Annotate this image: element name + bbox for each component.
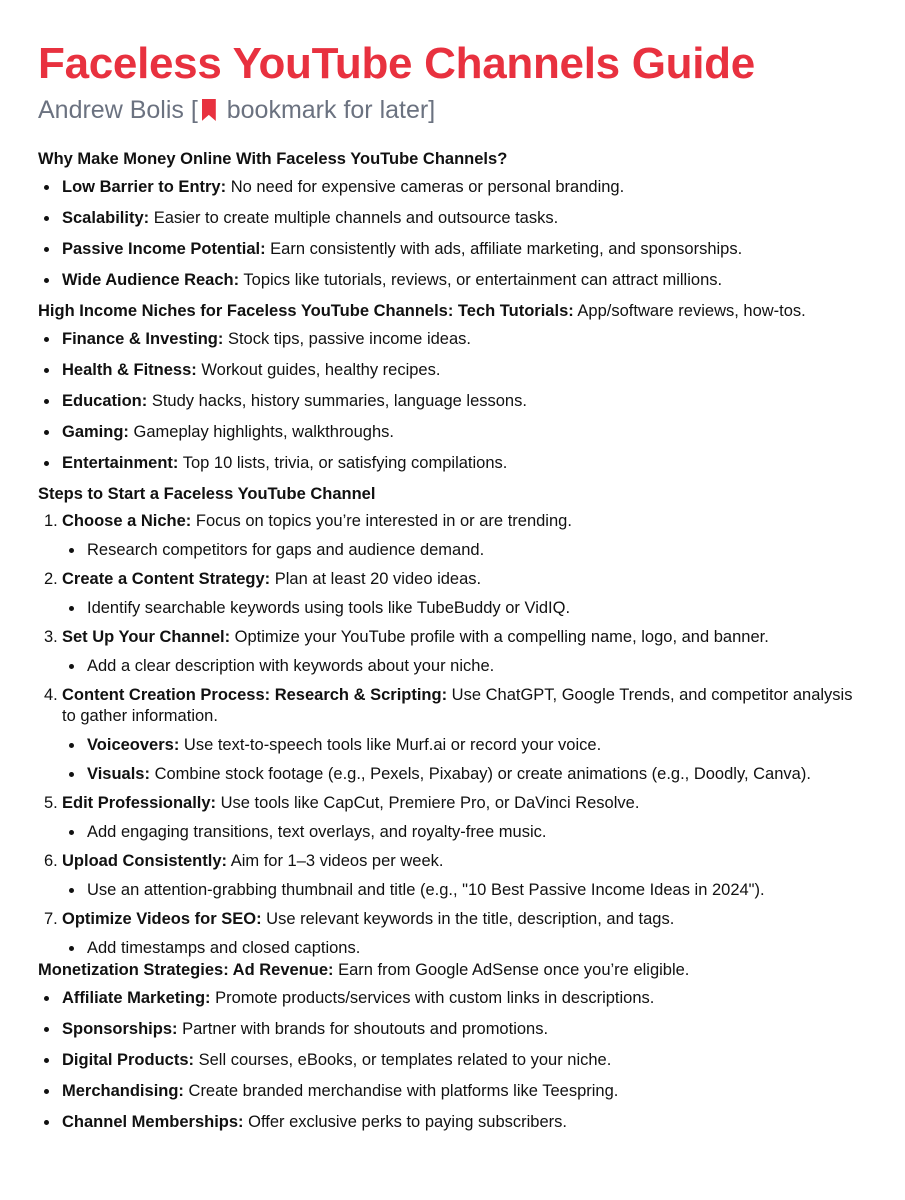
list-item [38, 328, 867, 350]
item-text: Easier to create multiple channels and outsource tasks. [149, 209, 559, 227]
list-item [38, 359, 867, 381]
list-item [38, 1018, 867, 1040]
sub-text: Add a clear description with keywords about your niche. [87, 657, 495, 675]
step-text: Focus on topics you’re interested in or are trending. [191, 512, 572, 530]
step-item [38, 851, 867, 872]
item-text: Promote products/services with custom links in descriptions. [210, 989, 655, 1007]
list-item [38, 1111, 867, 1133]
steps-list [38, 511, 867, 959]
list-item [38, 1080, 867, 1102]
step-label: Upload Consistently: [62, 852, 228, 870]
step-text: Use tools like CapCut, Premiere Pro, or DaVinci Resolve. [216, 794, 640, 812]
step-sub-item [38, 764, 867, 785]
item-label: Health & Fitness: [62, 361, 197, 379]
author-name: Andrew Bolis [ [38, 96, 198, 124]
author-line [38, 94, 867, 126]
step-text: Use relevant keywords in the title, description, and tags. [261, 910, 675, 928]
step-label: Optimize Videos for SEO: [62, 910, 262, 928]
item-label: Channel Memberships: [62, 1113, 244, 1131]
item-label: Education: [62, 392, 148, 410]
why-heading: Why Make Money Online With Faceless YouTube Channels? [38, 150, 508, 168]
sub-text: Combine stock footage (e.g., Pexels, Pixabay) or create animations (e.g., Doodly, Canva). [149, 765, 811, 783]
item-label: Gaming: [62, 423, 129, 441]
niches-heading-label: High Income Niches for Faceless YouTube Channels: Tech Tutorials: [38, 302, 574, 320]
list-item [38, 987, 867, 1009]
why-list [38, 176, 867, 291]
step-sub-item [38, 938, 867, 959]
step-label: Edit Professionally: [62, 794, 217, 812]
step-number: 5. [44, 794, 58, 812]
item-label: Sponsorships: [62, 1020, 178, 1038]
item-text: Earn consistently with ads, affiliate marketing, and sponsorships. [265, 240, 743, 258]
step-number: 1. [44, 512, 58, 530]
step-label: Content Creation Process: Research & Scripting: [62, 686, 448, 704]
step-item [38, 569, 867, 590]
item-label: Digital Products: [62, 1051, 195, 1069]
list-item [38, 238, 867, 260]
item-text: Partner with brands for shoutouts and promotions. [177, 1020, 549, 1038]
step-label: Create a Content Strategy: [62, 570, 271, 588]
sub-text: Use text-to-speech tools like Murf.ai or record your voice. [179, 736, 602, 754]
monetization-heading-tail: Earn from Google AdSense once you’re eligible. [333, 961, 690, 979]
item-text: Gameplay highlights, walkthroughs. [128, 423, 394, 441]
step-number: 6. [44, 852, 58, 870]
item-text: Offer exclusive perks to paying subscribers. [243, 1113, 567, 1131]
item-text: Top 10 lists, trivia, or satisfying compilations. [178, 454, 508, 472]
niches-heading [38, 300, 867, 322]
bookmark-note: bookmark for later] [219, 96, 436, 124]
list-item [38, 176, 867, 198]
niches-heading-tail: App/software reviews, how-tos. [573, 302, 806, 320]
list-item [38, 452, 867, 474]
step-number: 4. [44, 686, 58, 704]
sub-text: Identify searchable keywords using tools like TubeBuddy or VidIQ. [87, 599, 571, 617]
step-text: Optimize your YouTube profile with a compelling name, logo, and banner. [230, 628, 769, 646]
step-number: 3. [44, 628, 58, 646]
step-number: 2. [44, 570, 58, 588]
item-text: No need for expensive cameras or personal branding. [226, 178, 625, 196]
list-item [38, 207, 867, 229]
list-item [38, 390, 867, 412]
step-sub-item [38, 598, 867, 619]
item-text: Create branded merchandise with platforms like Teespring. [183, 1082, 619, 1100]
item-text: Sell courses, eBooks, or templates related to your niche. [194, 1051, 612, 1069]
step-text: Plan at least 20 video ideas. [270, 570, 482, 588]
step-item [38, 685, 867, 727]
item-label: Low Barrier to Entry: [62, 178, 227, 196]
step-sub-item [38, 540, 867, 561]
sub-label: Visuals: [87, 765, 150, 783]
step-label: Set Up Your Channel: [62, 628, 231, 646]
step-item [38, 511, 867, 532]
monetization-list [38, 987, 867, 1133]
monetization-heading [38, 959, 867, 981]
item-text: Stock tips, passive income ideas. [223, 330, 471, 348]
niches-list [38, 328, 867, 474]
step-item [38, 627, 867, 648]
step-label: Choose a Niche: [62, 512, 192, 530]
sub-text: Add timestamps and closed captions. [87, 939, 361, 957]
item-label: Wide Audience Reach: [62, 271, 240, 289]
step-sub-item [38, 822, 867, 843]
item-label: Merchandising: [62, 1082, 184, 1100]
step-number: 7. [44, 910, 58, 928]
item-label: Passive Income Potential: [62, 240, 266, 258]
step-item [38, 909, 867, 930]
sub-label: Voiceovers: [87, 736, 180, 754]
item-text: Study hacks, history summaries, language lessons. [147, 392, 527, 410]
sub-text: Add engaging transitions, text overlays, and royalty-free music. [87, 823, 547, 841]
steps-heading: Steps to Start a Faceless YouTube Channel [38, 485, 376, 503]
item-label: Finance & Investing: [62, 330, 224, 348]
monetization-heading-label: Monetization Strategies: Ad Revenue: [38, 961, 334, 979]
page-title: Faceless YouTube Channels Guide [38, 39, 755, 88]
sub-text: Use an attention-grabbing thumbnail and title (e.g., "10 Best Passive Income Ideas in 2024"). [87, 881, 765, 899]
list-item [38, 269, 867, 291]
step-text: Use ChatGPT, Google Trends, and competitor analysis to gather information. [62, 686, 853, 725]
item-label: Entertainment: [62, 454, 179, 472]
step-sub-item [38, 656, 867, 677]
step-text: Aim for 1–3 videos per week. [227, 852, 444, 870]
item-text: Workout guides, healthy recipes. [196, 361, 441, 379]
item-label: Affiliate Marketing: [62, 989, 211, 1007]
item-label: Scalability: [62, 209, 150, 227]
step-item [38, 793, 867, 814]
sub-text: Research competitors for gaps and audience demand. [87, 541, 485, 559]
step-sub-item [38, 735, 867, 756]
list-item [38, 421, 867, 443]
list-item [38, 1049, 867, 1071]
item-text: Topics like tutorials, reviews, or entertainment can attract millions. [239, 271, 723, 289]
step-sub-item [38, 880, 867, 901]
bookmark-icon [202, 99, 216, 121]
